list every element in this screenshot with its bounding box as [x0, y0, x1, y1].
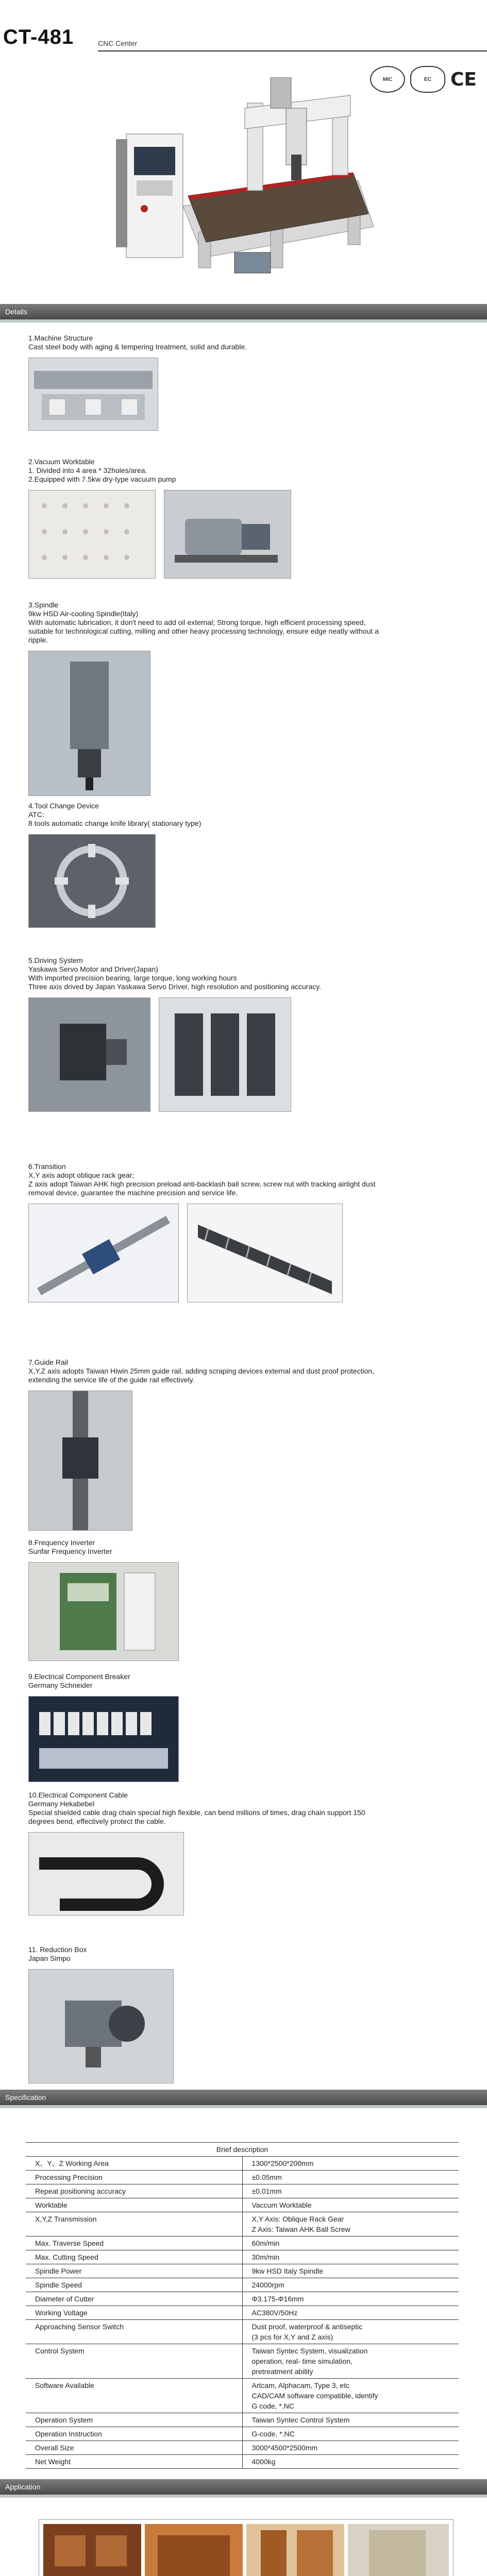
detail-item-transition	[28, 1162, 456, 1302]
vacuum-table-photo	[28, 490, 156, 579]
detail-title: 8.Frequency Inverter	[28, 1538, 95, 1547]
detail-text: Yaskawa Servo Motor and Driver(Japan)	[28, 965, 158, 973]
spec-label: Software Available	[26, 2379, 242, 2413]
spec-row	[26, 2455, 459, 2469]
spec-row	[26, 2427, 459, 2441]
detail-title: 5.Driving System	[28, 956, 83, 964]
spec-row	[26, 2198, 459, 2212]
detail-text: ATC:	[28, 810, 44, 819]
detail-text: Sunfar Frequency Inverter	[28, 1547, 112, 1555]
spindle-photo	[28, 651, 150, 796]
spec-label: X、Y、Z Working Area	[26, 2157, 242, 2171]
detail-text: 8 tools automatic change knife library( stationary type)	[28, 819, 201, 827]
detail-item-spindle	[28, 601, 456, 796]
detail-text: 9kw HSD Air-cooling Spindle(Italy)	[28, 609, 139, 618]
detail-item-frequency-inverter	[28, 1538, 456, 1661]
detail-text: 2.Equipped with 7.5kw dry-type vacuum pump	[28, 475, 176, 483]
spec-value: X,Y Axis: Oblique Rack Gear Z Axis: Taiwan AHK Ball Screw	[242, 2212, 459, 2236]
detail-text: Cast steel body with aging & tempering treatment, solid and durable.	[28, 343, 247, 351]
detail-text: Germany Hekabebel	[28, 1800, 95, 1808]
vacuum-pump-photo	[164, 490, 291, 579]
detail-item-guide-rail	[28, 1358, 456, 1531]
application-heading: Application	[5, 2483, 41, 2491]
details-section-bar	[0, 304, 487, 319]
rack-gear-photo	[187, 1204, 343, 1302]
detail-item-breaker	[28, 1672, 456, 1782]
spec-value: Dust proof, waterproof & antiseptic (3 pcs for X,Y and Z axis)	[242, 2320, 459, 2344]
reduction-box-photo	[28, 1969, 174, 2083]
detail-text: Three axis drived by Japan Yaskawa Servo Driver, high resolution and positioning accuracy.	[28, 982, 322, 991]
application-gallery	[0, 2498, 487, 2576]
detail-text: Z axis adopt Taiwan AHK high precision preload anti-backlash ball screw, screw nut with tracking airtight dust removal device, guarantee the machine precision and service life.	[28, 1180, 376, 1197]
spec-value: Φ3.175-Φ16mm	[242, 2292, 459, 2306]
spec-label: Overall Size	[26, 2441, 242, 2455]
spec-value: 30m/min	[242, 2250, 459, 2264]
spec-row	[26, 2379, 459, 2413]
spec-label: Working Voltage	[26, 2306, 242, 2320]
spec-label: Spindle Speed	[26, 2278, 242, 2292]
spec-value: Vaccum Worktable	[242, 2198, 459, 2212]
detail-item-machine-structure	[28, 334, 456, 431]
detail-text: X,Y axis adopt oblique rack gear;	[28, 1171, 135, 1179]
drag-chain-photo	[28, 1832, 184, 1916]
model-subtitle: CNC Center	[98, 39, 138, 47]
detail-item-tool-change	[28, 802, 456, 928]
spec-label: X,Y,Z Transmission	[26, 2212, 242, 2236]
spec-value: ±0.05mm	[242, 2171, 459, 2184]
spec-value: 3000*4500*2500mm	[242, 2441, 459, 2455]
spec-row	[26, 2184, 459, 2198]
spec-row	[26, 2441, 459, 2455]
spec-row	[26, 2264, 459, 2278]
spec-row	[26, 2236, 459, 2250]
spec-value: 60m/min	[242, 2236, 459, 2250]
spec-label: Diameter of Cutter	[26, 2292, 242, 2306]
spec-row	[26, 2250, 459, 2264]
detail-title: 2.Vacuum Worktable	[28, 457, 95, 466]
guide-rail-photo	[28, 1391, 132, 1531]
detail-text: With imported precision bearing, large torque, long working hours	[28, 974, 237, 982]
spec-label: Worktable	[26, 2198, 242, 2212]
detail-item-vacuum-worktable	[28, 457, 456, 579]
specification-section	[0, 2108, 487, 2479]
spec-row	[26, 2292, 459, 2306]
spec-value: 1300*2500*200mm	[242, 2157, 459, 2171]
model-name: CT-481	[3, 26, 74, 48]
spec-value: 9kw HSD Italy Spindle	[242, 2264, 459, 2278]
application-section-bar	[0, 2479, 487, 2495]
machine-photo	[116, 77, 384, 278]
ec-logo-text: EC	[424, 76, 431, 82]
detail-title: 3.Spindle	[28, 601, 59, 609]
tool-magazine-photo	[28, 834, 156, 928]
header-divider	[98, 50, 487, 52]
specification-table	[26, 2142, 459, 2469]
product-header	[0, 0, 487, 304]
detail-text: Japan Simpo	[28, 1954, 71, 1962]
spec-value: Artcam, Alphacam, Type 3, etc CAD/CAM software compatible, identify G code, *.NC	[242, 2379, 459, 2413]
spec-value: G-code, *.NC	[242, 2427, 459, 2441]
spec-label: Max. Traverse Speed	[26, 2236, 242, 2250]
mic-logo-text: MIC	[382, 76, 393, 82]
electrical-breaker-photo	[28, 1696, 179, 1782]
spec-value: ±0.01mm	[242, 2184, 459, 2198]
spec-label: Repeat positioning accuracy	[26, 2184, 242, 2198]
ec-logo	[410, 66, 445, 93]
spec-value: Taiwan Syntec System, visualization operation, real- time simulation, pretreatment ability	[242, 2344, 459, 2379]
detail-text: With automatic lubrication, it don't need to add oil external; Strong torque, high efficient processing speed, suitable for technological cutting, milling and other heavy processing technology, ensure edge neatly without a ripple.	[28, 618, 379, 644]
spec-row	[26, 2278, 459, 2292]
spec-value: AC380V/50Hz	[242, 2306, 459, 2320]
spec-value: 4000kg	[242, 2455, 459, 2469]
spec-row	[26, 2413, 459, 2427]
machine-structure-photo	[28, 358, 158, 431]
spec-value: 24000rpm	[242, 2278, 459, 2292]
spec-row	[26, 2320, 459, 2344]
spec-label: Max. Cutting Speed	[26, 2250, 242, 2264]
details-heading: Details	[5, 308, 27, 316]
spec-row	[26, 2171, 459, 2184]
detail-title: 7.Guide Rail	[28, 1358, 69, 1366]
spec-table-body	[26, 2157, 459, 2469]
spec-table-header: Brief description	[26, 2143, 459, 2157]
ball-screw-photo	[28, 1204, 179, 1302]
specification-heading: Specification	[5, 2093, 46, 2102]
spec-row	[26, 2306, 459, 2320]
detail-title: 4.Tool Change Device	[28, 802, 99, 810]
application-photo-furniture	[39, 2519, 454, 2576]
spec-label: Operation Instruction	[26, 2427, 242, 2441]
specification-section-bar	[0, 2090, 487, 2105]
frequency-inverter-photo	[28, 1562, 179, 1661]
spec-label: Processing Precision	[26, 2171, 242, 2184]
servo-driver-photo	[159, 997, 291, 1112]
detail-item-driving-system	[28, 956, 456, 1112]
spec-value: Taiwan Syntec Control System	[242, 2413, 459, 2427]
detail-title: 1.Machine Structure	[28, 334, 93, 342]
servo-motor-photo	[28, 997, 150, 1112]
spec-label: Net Weight	[26, 2455, 242, 2469]
spec-label: Control System	[26, 2344, 242, 2379]
detail-title: 6.Transition	[28, 1162, 66, 1171]
certification-badges	[370, 66, 477, 93]
spec-row	[26, 2212, 459, 2236]
detail-text: 1. Divided into 4 area * 32holes/area.	[28, 466, 147, 474]
detail-title: 9.Electrical Component Breaker	[28, 1672, 130, 1681]
detail-text: X,Y,Z axis adopts Taiwan Hiwin 25mm guide rail, adding scraping devices external and dust proof protection, extending the service life of the guide rail effectively.	[28, 1367, 375, 1384]
spec-label: Spindle Power	[26, 2264, 242, 2278]
ce-mark: CE	[450, 69, 477, 90]
spec-label: Operation System	[26, 2413, 242, 2427]
detail-item-reduction-box	[28, 1945, 456, 2083]
detail-title: 11. Reduction Box	[28, 1945, 87, 1954]
detail-item-cable	[28, 1791, 456, 1916]
detail-text: Germany Schneider	[28, 1681, 93, 1689]
details-section	[0, 323, 487, 2090]
spec-row	[26, 2344, 459, 2379]
spec-label: Approaching Sensor Switch	[26, 2320, 242, 2344]
detail-text: Special shielded cable drag chain special high flexible, can bend millions of times, drag chain support 150 degrees bend, effectively protect the cable.	[28, 1808, 365, 1825]
detail-title: 10.Electrical Component Cable	[28, 1791, 128, 1799]
spec-row	[26, 2157, 459, 2171]
